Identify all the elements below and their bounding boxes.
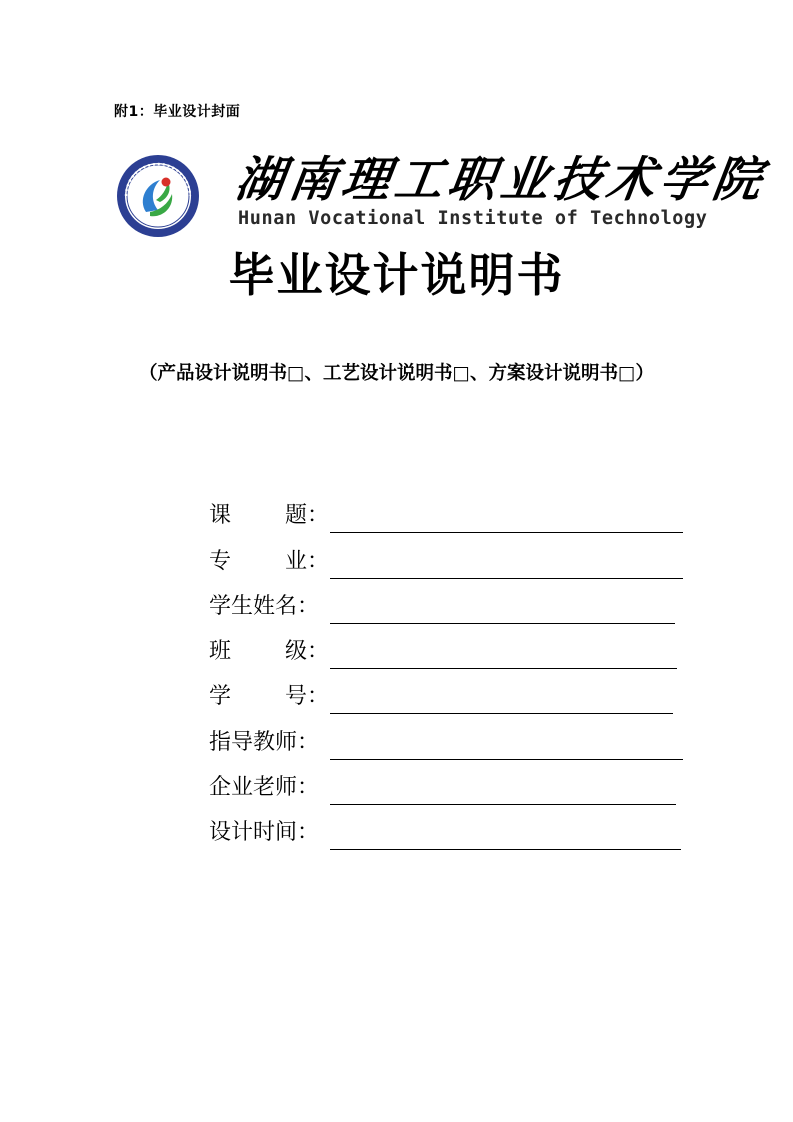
form-row-design-time <box>209 805 689 850</box>
class-label <box>209 637 329 669</box>
form-row-major <box>209 533 689 578</box>
design-time-label-text: 设计时间： <box>209 820 320 846</box>
design-time-field[interactable] <box>330 849 681 850</box>
form-row-student-id <box>209 669 689 714</box>
school-name-chinese: 湖南理工职业技术学院 <box>232 152 770 208</box>
school-name-english: Hunan Vocational Institute of Technology <box>238 208 708 229</box>
student-id-label <box>209 682 329 714</box>
supervisor-label <box>209 728 329 760</box>
form-row-class <box>209 624 689 669</box>
form-row-topic <box>209 488 689 533</box>
enterprise-mentor-label-text: 企业老师： <box>209 775 320 801</box>
student-name-label-text: 学生姓名： <box>209 593 320 619</box>
supervisor-label-text: 指导教师： <box>209 729 320 755</box>
enterprise-mentor-label <box>209 773 329 805</box>
topic-label <box>209 501 329 533</box>
major-label-part-2: 业： <box>284 548 329 574</box>
form-row-enterprise-mentor <box>209 760 689 805</box>
annex-label: 附1：毕业设计封面 <box>114 104 241 120</box>
form-row-student-name <box>209 579 689 624</box>
document-title: 毕业设计说明书 <box>228 248 565 302</box>
school-header-banner <box>108 150 770 242</box>
student-name-label <box>209 592 329 624</box>
cover-info-form <box>209 488 689 850</box>
major-label-part-1: 专 <box>209 548 232 574</box>
class-label-part-2: 级： <box>284 639 329 665</box>
class-label-part-1: 班 <box>209 639 232 665</box>
topic-label-part-1: 课 <box>209 503 232 529</box>
document-type-options: （产品设计说明书□、工艺设计说明书□、方案设计说明书□） <box>139 363 654 384</box>
major-label <box>209 547 329 579</box>
design-time-label <box>209 818 329 850</box>
form-row-supervisor <box>209 714 689 759</box>
student-id-label-part-2: 号： <box>284 684 329 710</box>
student-id-label-part-1: 学 <box>209 684 232 710</box>
topic-label-part-2: 题： <box>284 503 329 529</box>
school-emblem-icon <box>116 154 200 238</box>
